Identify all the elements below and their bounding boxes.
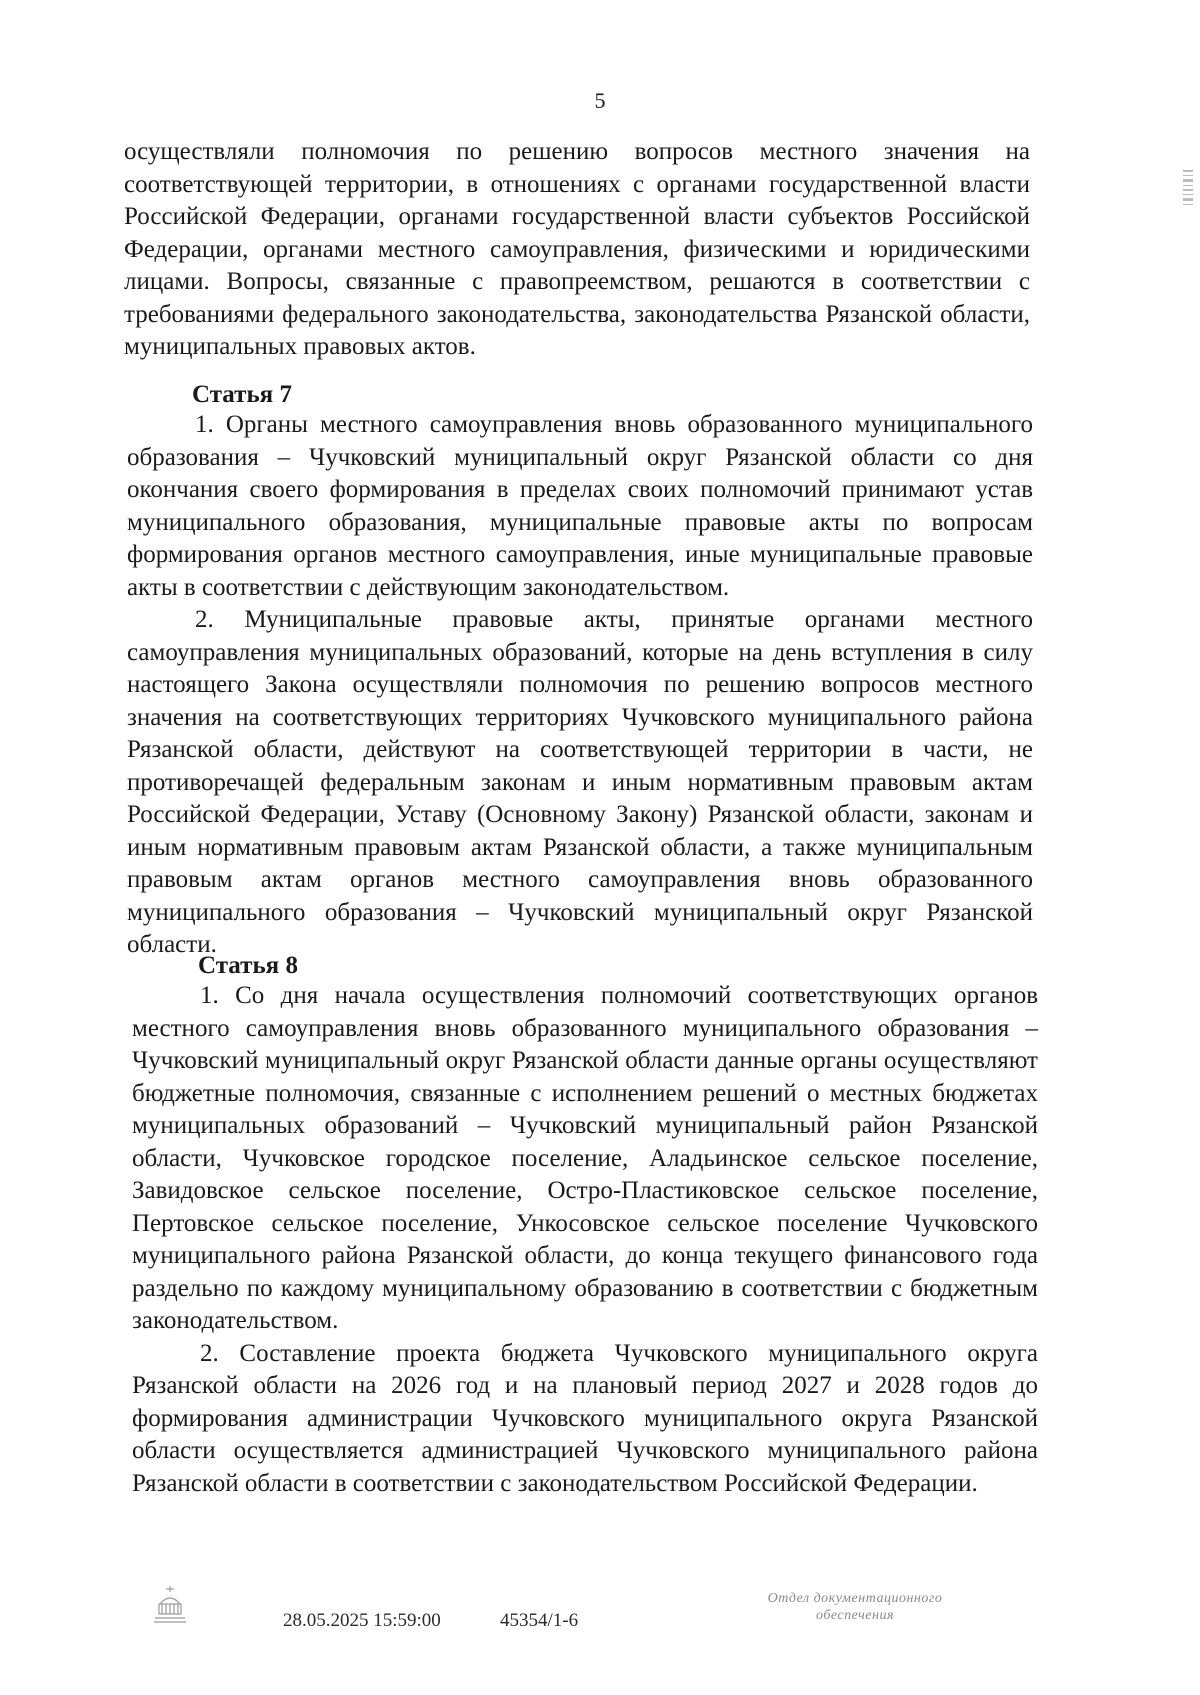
- stamp-line-1: Отдел документационного: [767, 1591, 943, 1606]
- intro-paragraph-block: [124, 136, 1030, 364]
- article-8-heading: Статья 8: [198, 952, 298, 979]
- article-7-paragraph-1: 1. Органы местного самоуправления вновь образованного муниципального образования – Чучковский муниципальный округ Рязанской области со дня окончания своего формирования в пределах своих полномочий принимают устав муниципального образования, муниципальные правовые акты по вопросам формирования органов местного самоуправления, иные муниципальные правовые акты в соответствии с действующим законодательством.: [127, 411, 1033, 601]
- article-8-paragraph-2: 2. Составление проекта бюджета Чучковского муниципального округа Рязанской области на 2026 год и на плановый период 2027 и 2028 годов до формирования администрации Чучковского муниципального округа Рязанской области осуществляется администрацией Чучковского муниципального района Рязанской области в соответствии с законодательством Российской Федерации.: [132, 1339, 1038, 1497]
- footer-doc-number: 45354/1-6: [500, 1610, 579, 1631]
- intro-paragraph: осуществляли полномочия по решению вопросов местного значения на соответствующей территории, в отношениях с органами государственной власти Российской Федерации, органами государственной власти субъектов Российской Федерации, органами местного самоуправления, физическими и юридическими лицами. Вопросы, связанные с правопреемством, решаются в соответствии с требованиями федерального законодательства, законодательства Рязанской области, муниципальных правовых актов.: [124, 138, 1030, 360]
- page-number: 5: [594, 88, 606, 113]
- scan-barcode-mark: [1183, 170, 1193, 210]
- emblem-icon: [152, 1584, 188, 1628]
- article-7-heading: Статья 7: [192, 381, 292, 408]
- stamp-line-2: обеспечения: [816, 1608, 894, 1623]
- department-stamp: [690, 1590, 1020, 1624]
- article-8-body: [132, 980, 1038, 1500]
- article-7-body: [127, 409, 1033, 962]
- article-8-paragraph-1: 1. Со дня начала осуществления полномочий соответствующих органов местного самоуправления вновь образованного муниципального образования – Чучковский муниципальный округ Рязанской области данные органы осуществляют бюджетные полномочия, связанные с исполнением решений о местных бюджетах муниципальных образований – Чучковский муниципальный район Рязанской области, Чучковское городское поселение, Аладьинское сельское поселение, Завидовское сельское поселение, Остро-Пластиковское сельское поселение, Пертовское сельское поселение, Ункосовское сельское поселение Чучковского муниципального района Рязанской области, до конца текущего финансового года раздельно по каждому муниципальному образованию в соответствии с бюджетным законодательством.: [132, 982, 1038, 1334]
- footer-datetime: 28.05.2025 15:59:00: [283, 1610, 441, 1631]
- article-7-paragraph-2: 2. Муниципальные правовые акты, принятые органами местного самоуправления муниципальных образований, которые на день вступления в силу настоящего Закона осуществляли полномочия по решению вопросов местного значения на соответствующих территориях Чучковского муниципального района Рязанской области, действуют на соответствующей территории в части, не противоречащей федеральным законам и иным нормативным правовым актам Российской Федерации, Уставу (Основному Закону) Рязанской области, законам и иным нормативным правовым актам Рязанской области, а также муниципальным правовым актам органов местного самоуправления вновь образованного муниципального образования – Чучковский муниципальный округ Рязанской области.: [127, 606, 1033, 958]
